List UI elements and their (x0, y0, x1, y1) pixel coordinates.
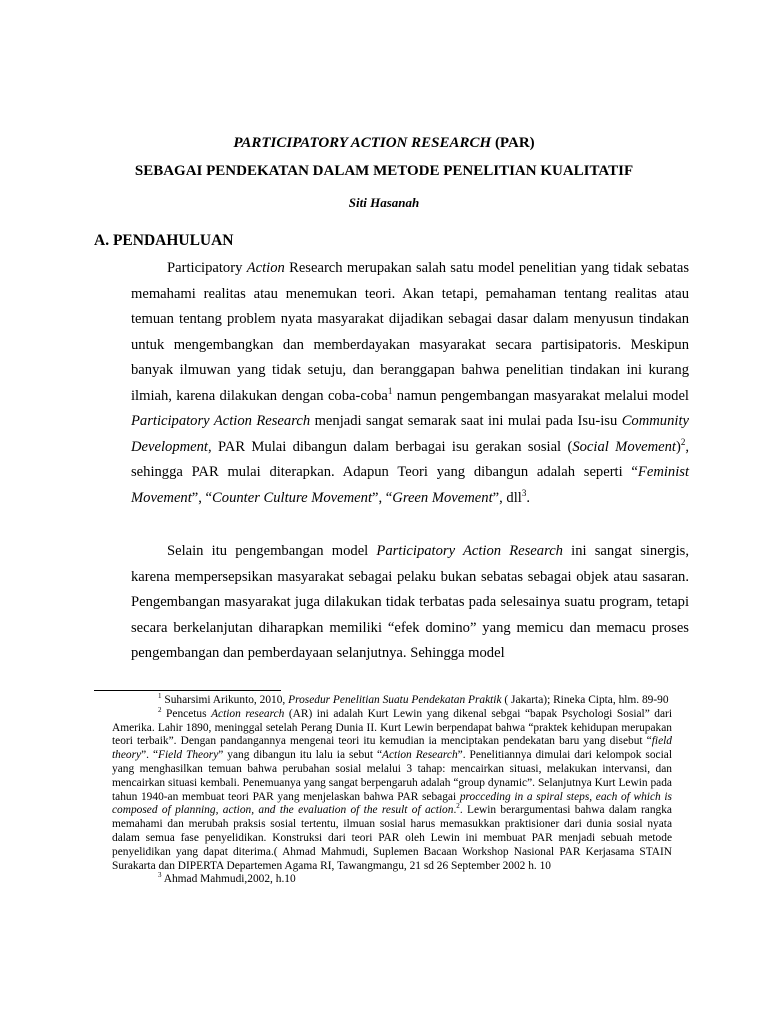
footnotes (112, 694, 672, 887)
document-subtitle: SEBAGAI PENDEKATAN DALAM METODE PENELITIAN KUALITATIF (134, 163, 634, 179)
body-paragraph-2: Selain itu pengembangan model Participatory Action Research ini sangat sinergis, karena mempersepsikan masyarakat sebagai pelaku bukan sebatas sebagai objek atau sasaran. Pengembangan masyarakat juga dilakukan tidak terbatas pada selesainya suatu program, tetapi secara berkelanjutan diharapkan memiliki “efek domino” yang memicu dan memacu proses pengembangan dan pemberdayaan selanjutnya. Sehingga model (131, 543, 689, 661)
footnote-1: $^1$ Suharsimi Arikunto, 2010, Prosedur Penelitian Suatu Pendekatan Praktik ( Jakarta); Rineka Cipta, hlm. 89-90 (158, 692, 669, 706)
document-title (0, 133, 768, 153)
footnote-ref-1[interactable]: 1 (387, 385, 393, 396)
author-name: Siti Hasanah (348, 195, 420, 210)
title-italic: PARTICIPATORY ACTION RESEARCH (233, 135, 492, 151)
section-heading: A. PENDAHULUAN (94, 232, 234, 249)
footnote-ref-3[interactable]: 3 (521, 487, 527, 498)
footnote-divider (94, 690, 281, 691)
footnote-3: $^3$ Ahmad Mahmudi,2002, h.10 (158, 871, 296, 886)
body-paragraph-1: Participatory Action Research merupakan salah satu model penelitian yang tidak sebatas memahami realitas atau menemukan teori. Akan tetapi, pemahaman tentang realitas atau temuan tentang problem nyata masyarakat dijadikan sebagai dasar dalam menyusun tindakan untuk mengembangkan dan memberdayakan masyarakat secara partisipatoris. Meskipun banyak ilmuwan yang tidak setuju, dan beranggapan bahwa penelitian tindakan ini kurang ilmiah, karena dilakukan dengan coba-coba$^1$ namun pengembangan masyarakat melalui model Participatory Action Research menjadi sangat semarak saat ini mulai pada Isu-isu Community Development, PAR Mulai dibangun dalam berbagai isu gerakan sosial (Social Movement)$^2$, sehingga PAR mulai diterapkan. Adapun Teori yang dibangun adalah seperti “Feminist Movement”, “Counter Culture Movement”, “Green Movement”, dll$^3$. (131, 260, 690, 506)
footnote-ref-2[interactable]: 2 (680, 436, 686, 447)
title-abbreviation: (PAR) (494, 135, 535, 151)
footnote-2: $^2$ Pencetus Action research (AR) ini adalah Kurt Lewin yang dikenal sebgai “bapak Psychologi Sosial” dari Amerika. Lahir 1890, meninggal setelah Perang Dunia II. Kurt Lewin berpendapat bahwa “praktek kehidupan merupakan teori terbaik”. Dengan pandangannya mengenai teori itu kemudian ia menciptakan pendekatan baru yang disebut “field theory”. “Field Theory” yang dibangun itu lalu ia sebut “Action Research”. Penelitiannya dimulai dari kelompok social yang menghasilkan temuan bahwa perubahan sosial melalui 3 tahap: mencairkan situasi, melakukan intervansi, dan mencairkan situasi kembali. Penemuanya yang sangat berpengaruh adalah “group dynamic”. Selanjutnya Kurt Lewin pada tahun 1940-an membuat teori PAR yang menjelaskan bahwa PAR sebagai procceding in a spiral steps, each of which is composed of planning, action, and the evaluation of the result of action.$^2$. Lewin berargumentasi bahwa dalam rangka memahami dan merubah praksis sosial tertentu, ilmuan sosial harus memasukkan praktisioner dari dunia sosial nyata dalam semua fase penyelidikan. Konstruksi dari teori PAR oleh Lewin ini membuat PAR menjadi sebuah metode penyelidikan yang dapat diterima.( Ahmad Mahmudi, Suplemen Bacaan Workshop Nasional PAR Kerjasama STAIN Surakarta dan DIPERTA Departemen Agama RI, Tawangmangu, 21 sd 26 September 2002 h. 10 (112, 706, 673, 872)
